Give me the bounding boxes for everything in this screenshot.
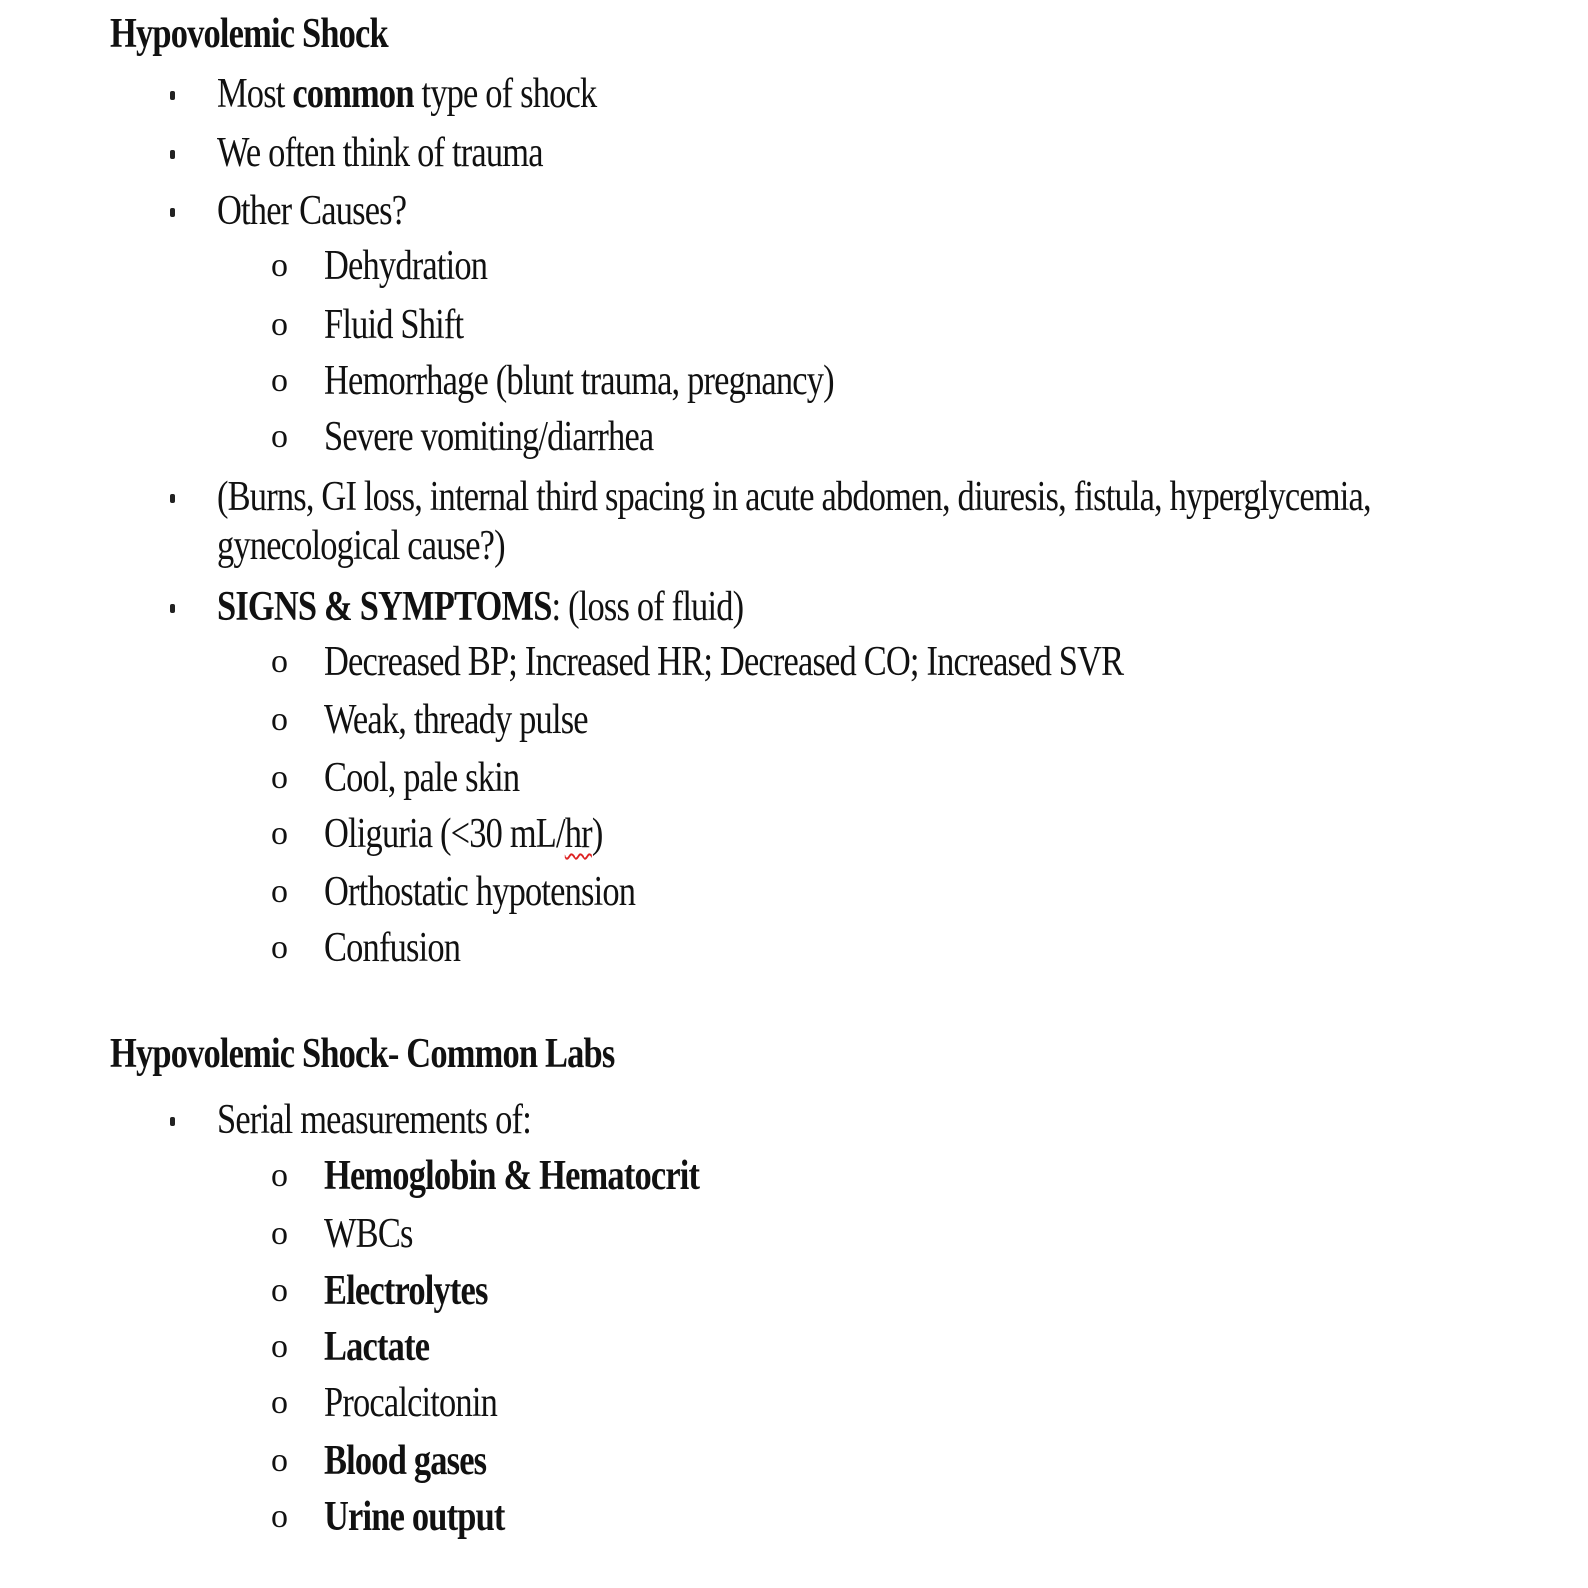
bullet-burns-line1: (Burns, GI loss, internal third spacing in acute abdomen, diuresis, fistula, hyperglycemia, <box>217 474 1371 520</box>
bullet-marker <box>170 150 175 159</box>
bullet-marker <box>170 1117 175 1126</box>
bullet-marker <box>170 91 175 100</box>
sign-orthostatic: Orthostatic hypotension <box>324 869 636 915</box>
cause-hemorrhage: Hemorrhage (blunt trauma, pregnancy) <box>324 358 834 404</box>
sub-bullet-marker: o <box>271 759 288 796</box>
sign-skin: Cool, pale skin <box>324 755 520 801</box>
sub-bullet-marker: o <box>271 873 288 910</box>
bullet-signs-symptoms: SIGNS & SYMPTOMS: (loss of fluid) <box>217 584 744 630</box>
bullet-marker <box>170 494 175 503</box>
sub-bullet-marker: o <box>271 1442 288 1479</box>
sub-bullet-marker: o <box>271 643 288 680</box>
lab-lactate: Lactate <box>324 1324 430 1370</box>
sub-bullet-marker: o <box>271 701 288 738</box>
lab-procalcitonin: Procalcitonin <box>324 1380 497 1426</box>
lab-blood-gases: Blood gases <box>324 1438 487 1484</box>
sub-bullet-marker: o <box>271 306 288 343</box>
sub-bullet-marker: o <box>271 1215 288 1252</box>
sub-bullet-marker: o <box>271 1157 288 1194</box>
sign-oliguria: Oliguria (<30 mL/hr) <box>324 811 603 857</box>
sub-bullet-marker: o <box>271 247 288 284</box>
sign-vitals: Decreased BP; Increased HR; Decreased CO; Increased SVR <box>324 639 1124 685</box>
lab-electrolytes: Electrolytes <box>324 1268 488 1314</box>
bullet-most-common: Most common type of shock <box>217 71 597 117</box>
sub-bullet-marker: o <box>271 1498 288 1535</box>
sub-bullet-marker: o <box>271 1384 288 1421</box>
bullet-other-causes: Other Causes? <box>217 188 407 234</box>
sign-pulse: Weak, thready pulse <box>324 697 588 743</box>
cause-fluid-shift: Fluid Shift <box>324 302 464 348</box>
sub-bullet-marker: o <box>271 929 288 966</box>
section-title-common-labs: Hypovolemic Shock- Common Labs <box>110 1031 615 1077</box>
sub-bullet-marker: o <box>271 362 288 399</box>
lab-urine-output: Urine output <box>324 1494 505 1540</box>
sub-bullet-marker: o <box>271 815 288 852</box>
sub-bullet-marker: o <box>271 1272 288 1309</box>
sign-confusion: Confusion <box>324 925 461 971</box>
spellcheck-flag: hr <box>564 811 592 857</box>
bullet-burns-line2: gynecological cause?) <box>217 523 505 569</box>
lab-wbcs: WBCs <box>324 1211 413 1257</box>
bullet-marker <box>170 208 175 217</box>
sub-bullet-marker: o <box>271 418 288 455</box>
bullet-trauma: We often think of trauma <box>217 130 543 176</box>
bullet-marker <box>170 604 175 613</box>
cause-dehydration: Dehydration <box>324 243 488 289</box>
lab-hemoglobin: Hemoglobin & Hematocrit <box>324 1153 700 1199</box>
cause-vomiting: Severe vomiting/diarrhea <box>324 414 654 460</box>
bullet-serial-measurements: Serial measurements of: <box>217 1097 531 1143</box>
sub-bullet-marker: o <box>271 1328 288 1365</box>
section-title-hypovolemic-shock: Hypovolemic Shock <box>110 11 388 57</box>
